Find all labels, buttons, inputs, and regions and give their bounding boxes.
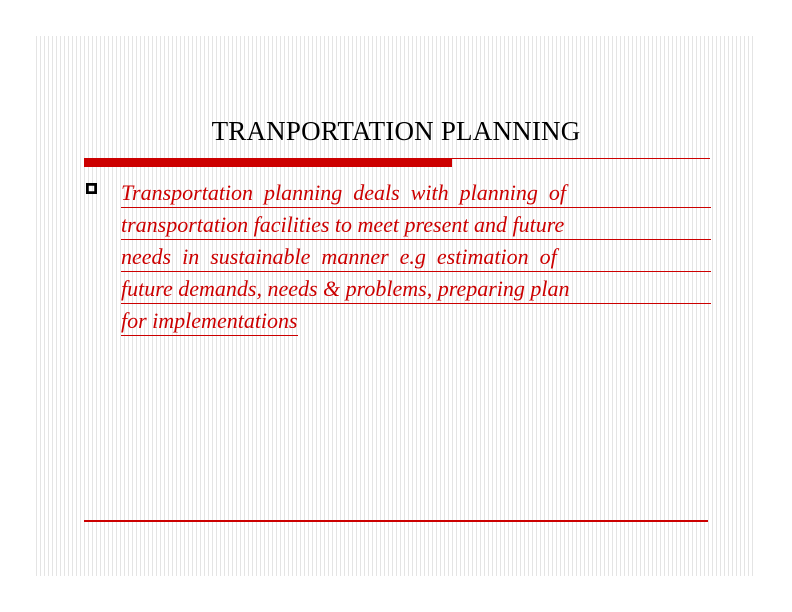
- bullet-line: needs in sustainable manner e.g estimation of: [121, 240, 711, 272]
- title-underline-thick: [84, 158, 452, 167]
- title-underline-thin: [452, 158, 710, 159]
- bullet-line: transportation facilities to meet present and future: [121, 208, 711, 240]
- slide-title: TRANPORTATION PLANNING: [211, 116, 581, 146]
- bullet-line: for implementations: [121, 304, 298, 336]
- bullet-line: future demands, needs & problems, preparing plan: [121, 272, 711, 304]
- footer-divider: [84, 520, 708, 522]
- bullet-line: Transportation planning deals with planning of: [121, 176, 711, 208]
- bullet-paragraph: [121, 176, 711, 346]
